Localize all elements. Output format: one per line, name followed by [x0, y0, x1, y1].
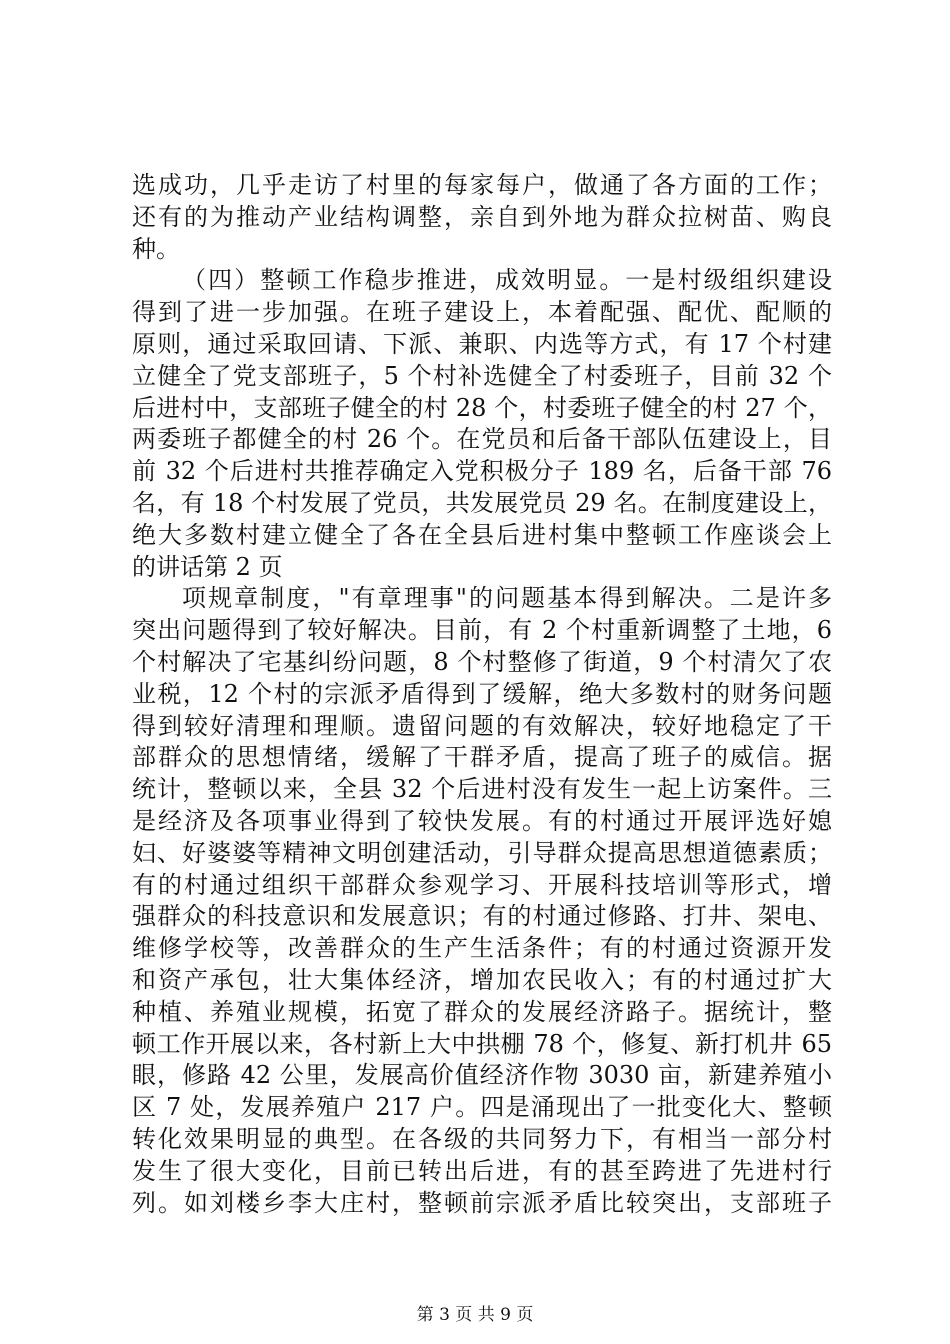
text-line: 突出问题得到了较好解决。目前，有 2 个村重新调整了土地，6: [132, 616, 832, 645]
text-line: 维修学校等，改善群众的生产生活条件；有的村通过资源开发: [132, 934, 832, 963]
text-line: 顿工作开展以来，各村新上大中拱棚 78 个，修复、新打机井 65: [132, 1029, 832, 1058]
text-line: 后进村中，支部班子健全的村 28 个，村委班子健全的村 27 个，: [132, 393, 832, 422]
text-line: 绝大多数村建立健全了各在全县后进村集中整顿工作座谈会上: [132, 520, 832, 549]
text-line: 名，有 18 个村发展了党员，共发展党员 29 名。在制度建设上，: [132, 488, 832, 517]
text-line: 统计，整顿以来，全县 32 个后进村没有发生一起上访案件。三: [132, 775, 832, 804]
text-line: 得到了进一步加强。在班子建设上，本着配强、配优、配顺的: [132, 298, 832, 327]
text-line: 转化效果明显的典型。在各级的共同努力下，有相当一部分村: [132, 1124, 832, 1153]
text-line: 得到较好清理和理顺。遗留问题的有效解决，较好地稳定了干: [132, 711, 832, 740]
text-line: 选成功，几乎走访了村里的每家每户，做通了各方面的工作；: [132, 171, 832, 199]
text-line: 眼，修路 42 公里，发展高价值经济作物 3030 亩，新建养殖小: [132, 1061, 832, 1090]
text-line: 强群众的科技意识和发展意识；有的村通过修路、打井、架电、: [132, 902, 832, 931]
text-line: 立健全了党支部班子，5 个村补选健全了村委班子，目前 32 个: [132, 361, 832, 390]
text-line: 业税，12 个村的宗派矛盾得到了缓解，绝大多数村的财务问题: [132, 679, 832, 708]
text-line: 发生了很大变化，目前已转出后进，有的甚至跨进了先进村行: [132, 1156, 832, 1185]
text-line: 原则，通过采取回请、下派、兼职、内选等方式，有 17 个村建: [132, 329, 832, 358]
paragraph-start-line: 项规章制度，"有章理事"的问题基本得到解决。二是许多: [182, 584, 832, 613]
text-line: 种。: [132, 234, 180, 263]
text-line: 和资产承包，壮大集体经济，增加农民收入；有的村通过扩大: [132, 965, 832, 994]
text-line: 种植、养殖业规模，拓宽了群众的发展经济路子。据统计，整: [132, 997, 832, 1026]
text-line: 区 7 处，发展养殖户 217 户。四是涌现出了一批变化大、整顿: [132, 1093, 832, 1122]
text-line: 有的村通过组织干部群众参观学习、开展科技培训等形式，增: [132, 870, 832, 899]
text-line: 是经济及各项事业得到了较快发展。有的村通过开展评选好媳: [132, 806, 832, 835]
text-line: 还有的为推动产业结构调整，亲自到外地为群众拉树苗、购良: [132, 202, 832, 231]
text-line: 妇、好婆婆等精神文明创建活动，引导群众提高思想道德素质；: [132, 838, 832, 867]
document-body: [132, 170, 832, 1219]
paragraph-start-line: （四）整顿工作稳步推进，成效明显。一是村级组织建设: [182, 266, 832, 295]
text-line: 的讲话第 2 页: [132, 552, 283, 581]
text-line: 部群众的思想情绪，缓解了干群矛盾，提高了班子的威信。据: [132, 743, 832, 772]
text-line: 列。如刘楼乡李大庄村，整顿前宗派矛盾比较突出，支部班子: [132, 1188, 832, 1217]
text-line: 两委班子都健全的村 26 个。在党员和后备干部队伍建设上，目: [132, 425, 832, 454]
page-number-footer: 第 3 页 共 9 页: [416, 1305, 534, 1325]
text-line: 个村解决了宅基纠纷问题，8 个村整修了街道，9 个村清欠了农: [132, 647, 832, 676]
text-line: 前 32 个后进村共推荐确定入党积极分子 189 名，后备干部 76: [132, 457, 832, 486]
